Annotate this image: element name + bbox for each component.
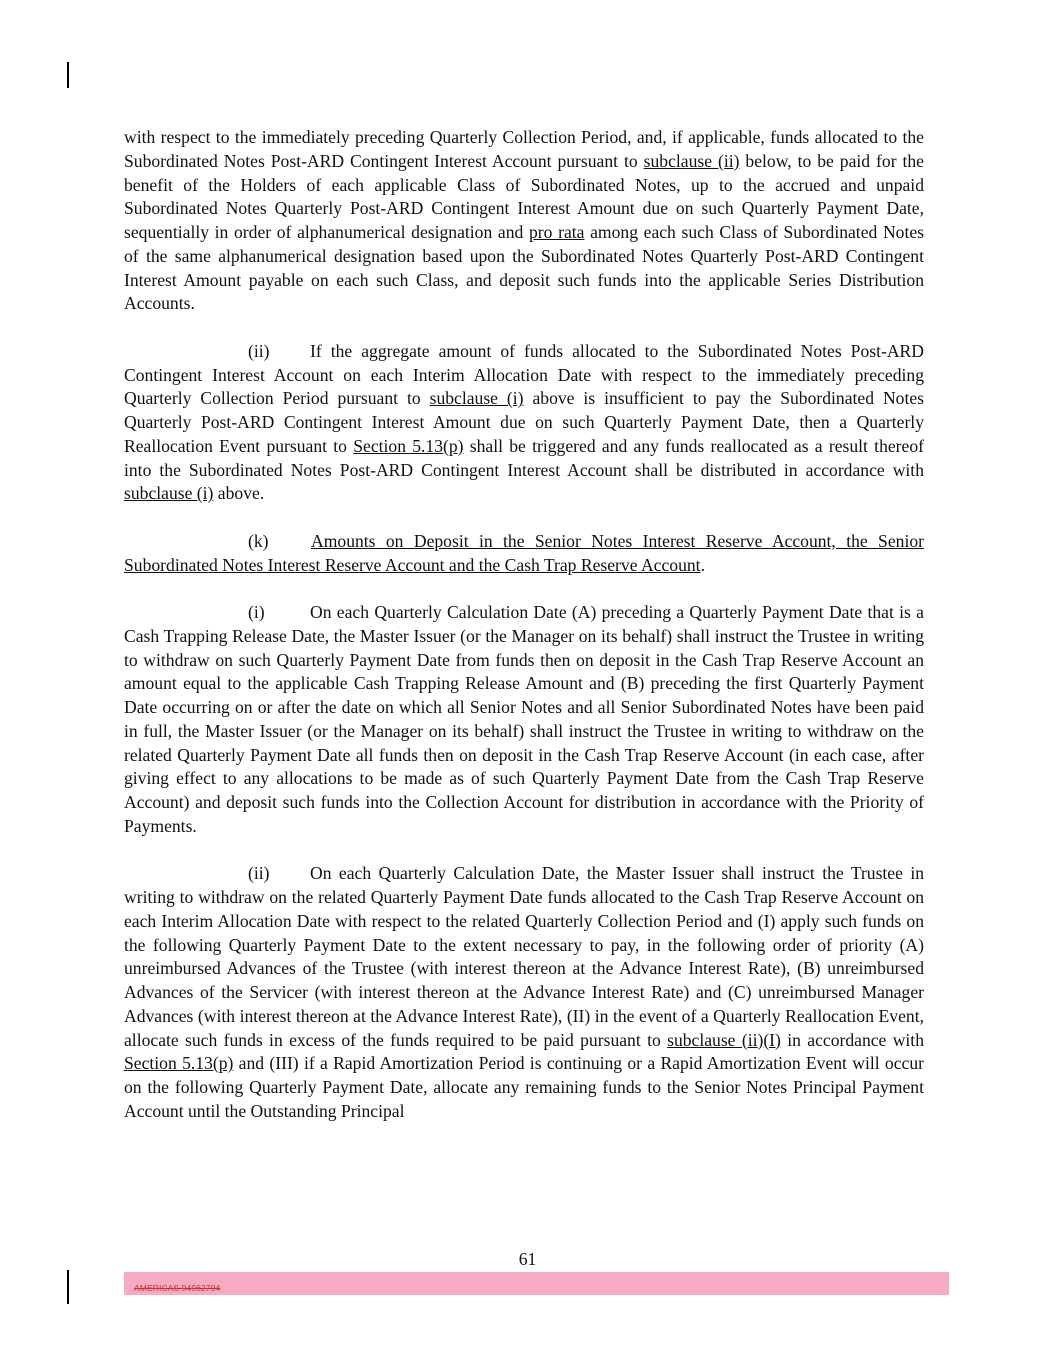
clause-label: (k): [248, 530, 269, 551]
document-id: AMERICAS 94962794: [134, 1283, 221, 1293]
paragraph-subclause-ii: [124, 340, 924, 506]
paragraph-subclause-i: [124, 601, 924, 839]
text-run: above.: [213, 483, 265, 504]
clause-label: (ii): [248, 340, 270, 361]
paragraph-continuation: [124, 126, 924, 316]
cross-reference-section-5-13-p: Section 5.13(p): [353, 435, 464, 456]
text-run: with respect to the immediately preceding Quarterly Collection Period, and, if applicable, funds allocated to the Subordinated Notes Post-ARD Contingent Interest Account pursuant to: [124, 127, 924, 171]
document-body: [124, 126, 924, 1147]
cross-reference-section-5-13-p: Section 5.13(p): [124, 1053, 234, 1074]
text-run: below, to be paid for the benefit of the Holders of each applicable Class of Subordinated Notes, up to the accrued and unpaid Subordinated Notes Quarterly Post-ARD Contingent Interest Amount due on such Quarterly Payment Date, sequentially in order of alphanumerical designation and: [124, 150, 924, 242]
text-run: among each such Class of Subordinated Notes of the same alphanumerical designation based upon the Subordinated Notes Quarterly Post-ARD Contingent Interest Amount payable on each such Class, and deposit such funds into the applicable Series Distribution Accounts.: [124, 222, 924, 314]
clause-label: (i): [248, 602, 265, 622]
section-heading-k: [124, 530, 924, 578]
text-run: shall be triggered and any funds reallocated as a result thereof into the Subordinated Notes Post-ARD Contingent Interest Account shall be distributed in accordance with: [124, 435, 925, 480]
cross-reference-subclause-i: subclause (i): [124, 483, 214, 504]
text-run: and (III) if a Rapid Amortization Period is continuing or a Rapid Amortization Event will occur on the following Quarterly Payment Date, allocate any remaining funds to the Senior Notes Principal Payment Account until the Outstanding Principal: [124, 1053, 924, 1121]
footer-highlight-bar: [124, 1272, 949, 1295]
text-run: above is insufficient to pay the Subordinated Notes Quarterly Post-ARD Contingent Interest Amount due on such Quarterly Payment Date, then a Quarterly Reallocation Event pursuant to: [124, 388, 925, 456]
text-run: On each Quarterly Calculation Date (A) preceding a Quarterly Payment Date that is a Cash Trapping Release Date, the Master Issuer (or the Manager on its behalf) shall instruct the Trustee in writing to withdraw on such Quarterly Payment Date from funds then on deposit in the Cash Trap Reserve Account an amount equal to the applicable Cash Trapping Release Amount and (B) preceding the first Quarterly Payment Date occurring on or after the date on which all Senior Notes and all Senior Subordinated Notes have been paid in full, the Master Issuer (or the Manager on its behalf) shall instruct the Trustee in writing to withdraw on the related Quarterly Payment Date all funds then on deposit in the Cash Trap Reserve Account (in each case, after giving effect to any allocations to be made as of such Quarterly Payment Date from the Cash Trap Reserve Account) and deposit such funds into the Collection Account for distribution in accordance with the Priority of Payments.: [124, 602, 924, 836]
text-run: On each Quarterly Calculation Date, the Master Issuer shall instruct the Trustee in writing to withdraw on the related Quarterly Payment Date funds allocated to the Cash Trap Reserve Account on each Interim Allocation Date with respect to the related Quarterly Collection Period and (I) apply such funds on the following Quarterly Payment Date to the extent necessary to pay, in the following order of priority (A) unreimbursed Advances of the Trustee (with interest thereon at the Advance Interest Rate), (B) unreimbursed Advances of the Servicer (with interest thereon at the Advance Interest Rate) and (C) unreimbursed Manager Advances (with interest thereon at the Advance Interest Rate), (II) in the event of a Quarterly Reallocation Event, allocate such funds in excess of the funds required to be paid pursuant to: [124, 863, 924, 1050]
emphasis-pro-rata: pro rata: [528, 222, 585, 242]
cross-reference-subclause-ii: subclause (ii): [643, 150, 740, 171]
paragraph-subclause-ii-second: [124, 862, 924, 1123]
revision-change-bar-bottom: [67, 1270, 69, 1304]
cross-reference-subclause-i: subclause (i): [429, 388, 524, 409]
text-run: .: [700, 554, 705, 575]
section-heading-title: Amounts on Deposit in the Senior Notes Interest Reserve Account, the Senior Subordinated Notes Interest Reserve Account and the Cash Trap Reserve Account: [124, 530, 924, 575]
cross-reference-subclause-ii-i: subclause (ii)(I): [667, 1029, 781, 1050]
clause-label: (ii): [248, 863, 270, 884]
revision-change-bar-top: [67, 62, 69, 88]
text-run: in accordance with: [780, 1029, 924, 1050]
page-number: 61: [518, 1249, 537, 1269]
text-run: If the aggregate amount of funds allocated to the Subordinated Notes Post-ARD Contingent Interest Account on each Interim Allocation Date with respect to the immediately preceding Quarterly Collection Period pursuant to: [124, 340, 924, 409]
